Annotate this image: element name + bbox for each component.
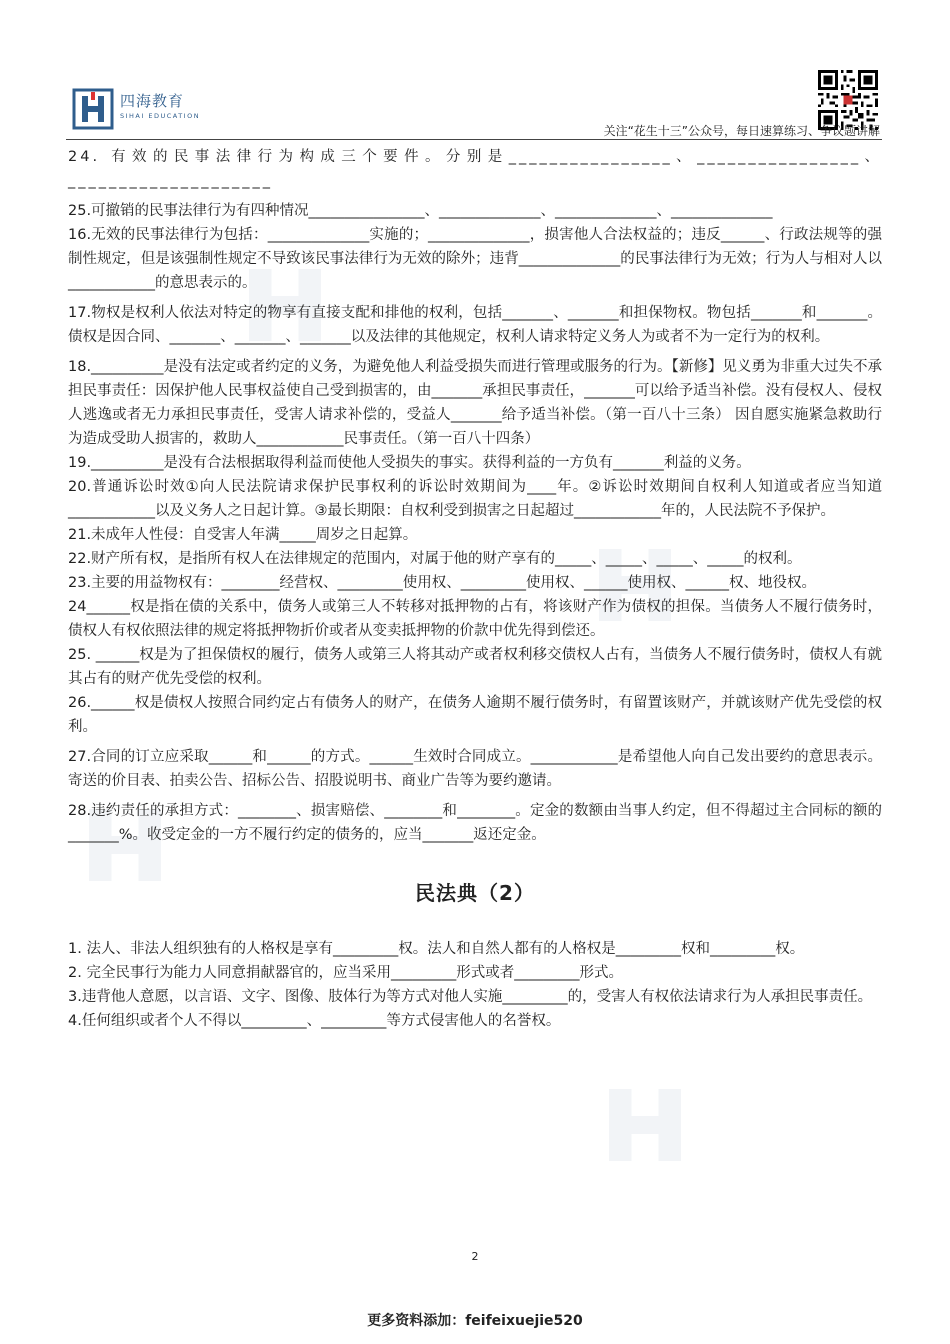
question-paragraph: 26.______权是债权人按照合同约定占有债务人的财产，在债务人逾期不履行债务时，有留置该财产，并就该财产优先受偿的权利。 [68, 695, 882, 735]
logo-name: 四海教育 [120, 92, 185, 110]
brand-logo [72, 88, 252, 132]
question-paragraph: 25.可撤销的民事法律行为有四种情况________________、______________、______________、______________ [68, 203, 773, 219]
question-paragraph: 21.未成年人性侵：自受害人年满_____周岁之日起算。 [68, 527, 418, 543]
question-paragraph: 24. 有效的民事法律行为构成三个要件。分别是________________、________________、____________________ [68, 149, 882, 189]
question-paragraph: 19.__________是没有合法根据取得利益而使他人受损失的事实。获得利益的一方负有_______利益的义务。 [68, 455, 751, 471]
document-body [68, 145, 882, 1033]
question-paragraph: 28.违约责任的承担方式：________、损害赔偿、________和________。定金的数额由当事人约定，但不得超过主合同标的额的_______%。收受定金的一方不履行约定的债务的，应当_______返还定金。 [68, 803, 882, 843]
question-paragraph: 27.合同的订立应采取______和______的方式。______生效时合同成立。____________是希望他人向自己发出要约的意思表示。寄送的价目表、拍卖公告、招标公告、招股说明书、商业广告等为要约邀请。 [68, 749, 882, 789]
page-header [66, 68, 882, 140]
watermark-logo [600, 1080, 690, 1170]
question-paragraph: 2. 完全民事行为能力人同意捐献器官的，应当采用_________形式或者_________形式。 [68, 965, 623, 981]
question-paragraph: 16.无效的民事法律行为包括：______________实施的；______________，损害他人合法权益的；违反______、行政法规等的强制性规定，但是该强制性规定不导致该民事法律行为无效的除外；违背______________的民事法律行为无效；行为人与相对人以____________的意思表示的。 [68, 227, 882, 291]
question-paragraph: 1. 法人、非法人组织独有的人格权是享有_________权。法人和自然人都有的人格权是_________权和_________权。 [68, 941, 805, 957]
question-paragraph: 17.物权是权利人依法对特定的物享有直接支配和排他的权利，包括_______、_______和担保物权。物包括_______和_______。债权是因合同、_______、_______、_______以及法律的其他规定，权利人请求特定义务人为或者不为一定行为的权利。 [68, 305, 882, 345]
question-paragraph: 18.__________是没有法定或者约定的义务，为避免他人利益受损失而进行管理或服务的行为。【新修】见义勇为非重大过失不承担民事责任：因保护他人民事权益使自己受到损害的，由_______承担民事责任，_______可以给予适当补偿。没有侵权人、侵权人逃逸或者无力承担民事责任，受害人请求补偿的，受益人_______给予适当补偿。（第一百八十三条） 因自愿实施紧急救助行为造成受助人损害的，救助人____________民事责任。（第一百八十四条） [68, 359, 882, 447]
page-number: 2 [471, 1250, 479, 1263]
logo-mark-icon [72, 88, 114, 130]
question-paragraph: 24______权是指在债的关系中，债务人或第三人不转移对抵押物的占有，将该财产作为债权的担保。当债务人不履行债务时，债权人有权依照法律的规定将抵押物折价或者从变卖抵押物的价款中优先得到偿还。 [68, 599, 882, 639]
section-title: 民法典（2） [415, 881, 535, 905]
question-paragraph: 3.违背他人意愿，以言语、文字、图像、肢体行为等方式对他人实施_________的，受害人有权依法请求行为人承担民事责任。 [68, 989, 873, 1005]
logo-subtitle: SIHAI EDUCATION [120, 112, 201, 120]
header-note: 关注“花生十三”公众号，每日速算练习、争议题讲解 [603, 124, 880, 138]
header-divider [66, 139, 882, 140]
footer-note: 更多资料添加：feifeixuejie520 [367, 1313, 583, 1329]
question-paragraph: 23.主要的用益物权有：________经营权、_________使用权、_________使用权、______使用权、______权、地役权。 [68, 575, 817, 591]
qr-code-icon [818, 70, 878, 130]
question-paragraph: 20.普通诉讼时效①向人民法院请求保护民事权利的诉讼时效期间为____年。②诉讼时效期间自权利人知道或者应当知道____________以及义务人之日起计算。③最长期限：自权利受到损害之日起超过____________年的，人民法院不予保护。 [68, 479, 882, 519]
question-paragraph: 22.财产所有权，是指所有权人在法律规定的范围内，对属于他的财产享有的_____、_____、_____、_____的权利。 [68, 551, 802, 567]
question-paragraph: 4.任何组织或者个人不得以_________、_________等方式侵害他人的名誉权。 [68, 1013, 561, 1029]
question-paragraph: 25. ______权是为了担保债权的履行，债务人或第三人将其动产或者权利移交债权人占有，当债务人不履行债务时，债权人有就其占有的财产优先受偿的权利。 [68, 647, 882, 687]
